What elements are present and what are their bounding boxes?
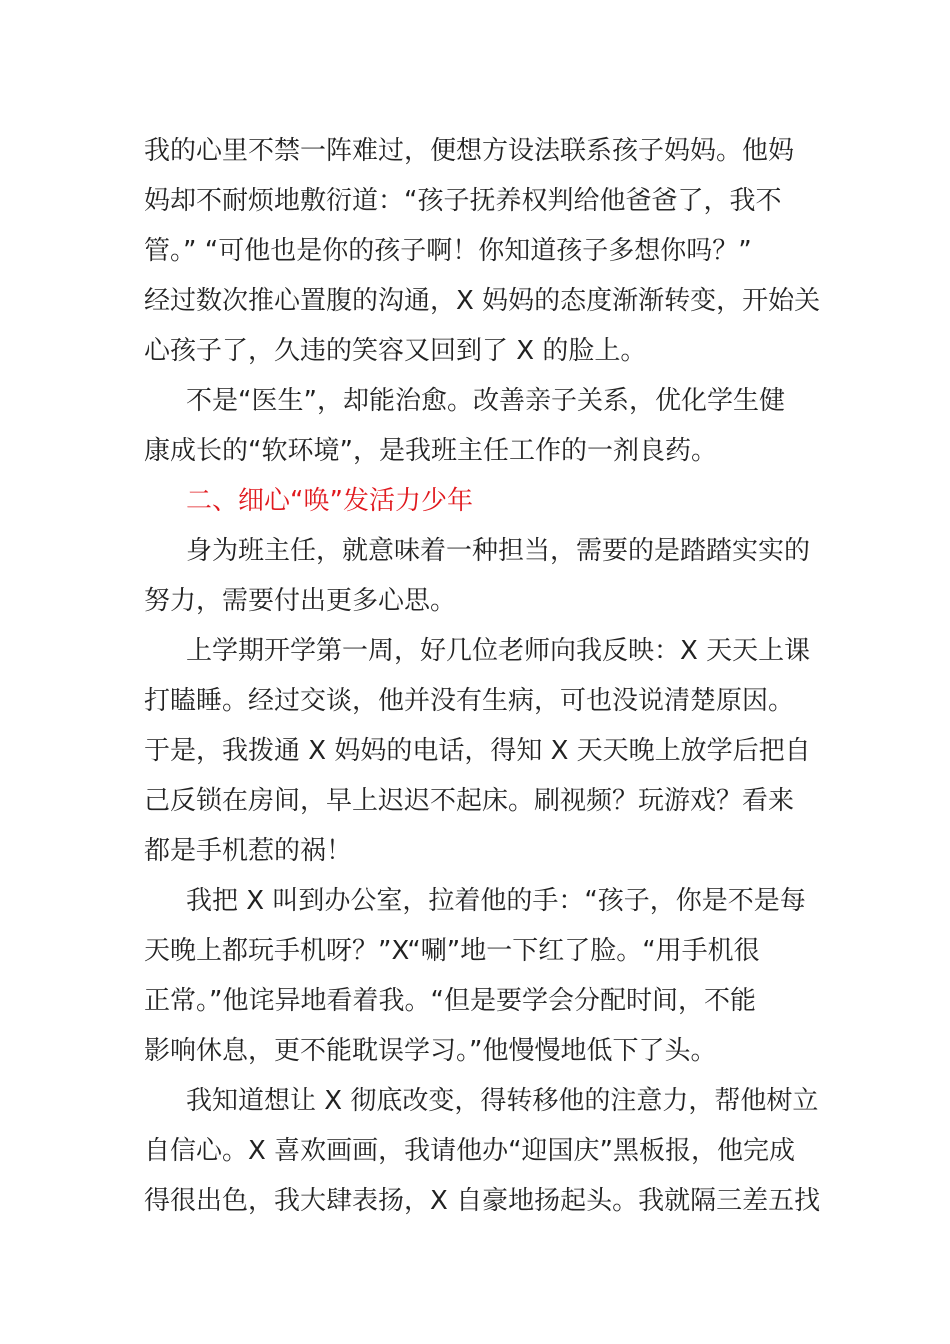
text-line: 心孩子了，久违的笑容又回到了 X 的脸上。	[144, 336, 647, 366]
paragraph-start-line: 身为班主任，就意味着一种担当，需要的是踏踏实实的	[186, 536, 811, 566]
text-line: 我的心里不禁一阵难过，便想方设法联系孩子妈妈。他妈	[144, 136, 795, 166]
text-line: 经过数次推心置腹的沟通，X 妈妈的态度渐渐转变，开始关	[144, 286, 821, 316]
text-line: 自信心。X 喜欢画画，我请他办“迎国庆”黑板报，他完成	[144, 1136, 796, 1166]
paragraph-start-line: 我把 X 叫到办公室，拉着他的手：“孩子，你是不是每	[186, 886, 806, 916]
text-line: 影响休息，更不能耽误学习。”他慢慢地低下了头。	[144, 1036, 717, 1066]
text-line: 得很出色，我大肆表扬，X 自豪地扬起头。我就隔三差五找	[144, 1186, 821, 1216]
text-line: 正常。”他诧异地看着我。“但是要学会分配时间，不能	[144, 986, 756, 1016]
document-body	[144, 126, 821, 1226]
text-line: 都是手机惹的祸！	[144, 836, 353, 866]
text-line: 天晚上都玩手机呀？”X“唰”地一下红了脸。“用手机很	[144, 936, 760, 966]
paragraph-start-line: 我知道想让 X 彻底改变，得转移他的注意力，帮他树立	[186, 1086, 819, 1116]
text-line: 己反锁在房间，早上迟迟不起床。刷视频？玩游戏？看来	[144, 786, 795, 816]
text-line: 努力，需要付出更多心思。	[144, 586, 457, 616]
paragraph-start-line: 不是“医生”，却能治愈。改善亲子关系，优化学生健	[186, 386, 785, 416]
text-line: 康成长的“软环境”，是我班主任工作的一剂良药。	[144, 436, 717, 466]
text-line: 打瞌睡。经过交谈，他并没有生病，可也没说清楚原因。	[144, 686, 795, 716]
text-line: 管。” “可他也是你的孩子啊！你知道孩子多想你吗？”	[144, 236, 752, 266]
section-heading: 二、细心“唤”发活力少年	[186, 486, 473, 516]
text-line: 于是，我拨通 X 妈妈的电话，得知 X 天天晚上放学后把自	[144, 736, 811, 766]
text-line: 妈却不耐烦地敷衍道：“孩子抚养权判给他爸爸了，我不	[144, 186, 782, 216]
paragraph-start-line: 上学期开学第一周，好几位老师向我反映：X 天天上课	[186, 636, 811, 666]
